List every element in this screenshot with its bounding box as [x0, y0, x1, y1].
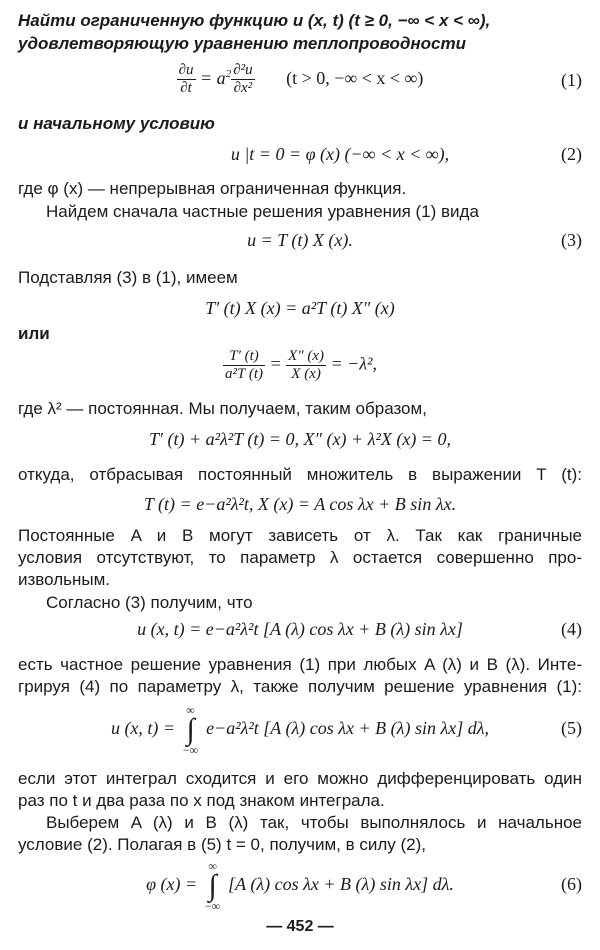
text-line: Выберем A (λ) и B (λ) так, чтобы выполнялось и начальное [46, 813, 582, 832]
text-line: Найдем сначала частные решения уравнения (1) вида [46, 202, 479, 221]
equation-6: φ (x) = ∞ ∫ −∞ [A (λ) cos λx + B (λ) sin λx] dλ. [146, 859, 454, 913]
page-number: — 452 — [266, 918, 334, 935]
equation-3: u = T (t) X (x). [247, 230, 353, 250]
text-line: Найти ограниченную функцию u (x, t) (t ≥ 0, −∞ < x < ∞), [18, 11, 491, 30]
equation-t-x: T′ (t) X (x) = a²T (t) X″ (x) [205, 298, 395, 318]
text-line: условия отсутствуют, то параметр λ остается совершенно про- [18, 548, 582, 567]
equation-separation: $\frac{T' (t)}{\text{a²T (t)}}$ = $\frac{X'' (x)}{X (x)}$ = −λ², [225, 348, 377, 382]
equation-solutions: T (t) = e−a²λ²t, X (x) = A cos λx + B sin λx. [143, 494, 457, 514]
equation-4: u (x, t) = e−a²λ²t [A (λ) cos λx + B (λ) sin λx] [137, 619, 463, 639]
equation-2: u |t = 0 = φ (x) (−∞ < x < ∞), [230, 144, 450, 164]
equation-number: (5) [561, 718, 582, 738]
equation-number: (4) [561, 619, 582, 639]
text-line: где φ (x) — непрерывная ограниченная функция. [18, 179, 407, 198]
equation-number: (1) [561, 70, 582, 90]
equation-number: (6) [561, 874, 582, 894]
text-line: извольным. [18, 570, 111, 589]
equation-number: (3) [561, 230, 582, 250]
text-line: Согласно (3) получим, что [46, 593, 253, 612]
text-line: или [18, 324, 50, 343]
equation-1: $\frac{\partial u}{\partial t}$ = $a^2$ $\frac{\text{∂²u}}{\text{∂x²}}$ (t > 0, −∞ < x < ∞) [178, 62, 424, 97]
text-line: условие (2). Полагая в (5) t = 0, получим, в силу (2), [18, 835, 427, 854]
text-line: откуда, отбрасывая постоянный множитель в выражении T (t): [18, 465, 582, 484]
equation-5: u (x, t) = ∞ ∫ −∞ e−a²λ²t [A (λ) cos λx + B (λ) sin λx] dλ, [110, 703, 490, 757]
text-line: Подставляя (3) в (1), имеем [18, 268, 238, 287]
text-line: удовлетворяющую уравнению теплопроводности [18, 34, 466, 53]
text-line: грируя (4) по параметру λ, также получим решение уравнения (1): [18, 677, 582, 696]
text-line: Постоянные A и B могут зависеть от λ. Так как граничные [18, 526, 582, 545]
equation-number: (2) [561, 144, 582, 164]
text-line: если этот интеграл сходится и его можно дифференцировать один [18, 769, 582, 788]
equation-ode: T′ (t) + a²λ²T (t) = 0, X″ (x) + λ²X (x) = 0, [149, 429, 451, 449]
text-line: есть частное решение уравнения (1) при любых A (λ) и B (λ). Инте- [18, 655, 582, 674]
text-line: где λ² — постоянная. Мы получаем, таким образом, [18, 399, 427, 418]
text-line: раз по t и два раза по x под знаком интеграла. [18, 791, 385, 810]
text-line: и начальному условию [18, 114, 215, 133]
